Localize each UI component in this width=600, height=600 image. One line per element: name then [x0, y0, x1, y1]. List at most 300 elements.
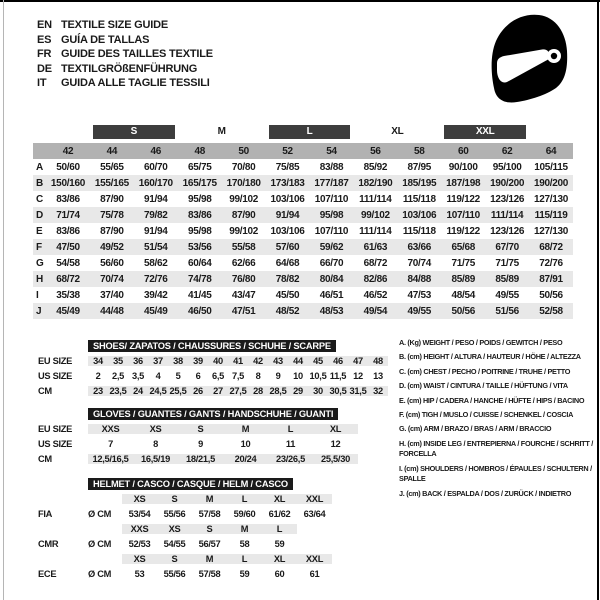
size-value: 46 [328, 356, 348, 366]
shoes-size-table [33, 338, 397, 398]
size-value: 23/26,5 [268, 454, 313, 464]
size-group-m [178, 125, 266, 139]
size-value: 11,5 [329, 370, 347, 381]
top-border-line [0, 0, 600, 2]
shoes-row-us-size [33, 368, 397, 383]
size-label: S [157, 494, 192, 504]
row-label: B [36, 177, 43, 189]
size-label: M [192, 494, 227, 504]
size-value: 37 [148, 356, 168, 366]
unit-label: Ø CM [88, 538, 112, 549]
size-value: 87/95 [407, 161, 432, 173]
size-value: 34 [88, 356, 108, 366]
standard-label: ECE [38, 568, 57, 579]
size-value: 9 [275, 370, 281, 381]
title-row-de [37, 62, 213, 77]
size-value: 8 [153, 438, 158, 449]
size-value: 4 [155, 370, 161, 381]
size-value: 9 [198, 438, 203, 449]
size-value: 91/94 [144, 225, 168, 237]
size-value: 57/60 [275, 241, 300, 253]
row-label: J [36, 305, 42, 317]
standard-label: FIA [38, 508, 53, 519]
legend-item-g: G. (cm) ARM / BRAZO / BRAS / ARM / BRACCIO [399, 424, 552, 434]
size-value: 48/54 [451, 289, 475, 301]
column-header: 42 [62, 145, 74, 157]
size-value: 80/84 [319, 273, 344, 285]
right-border-line [597, 0, 599, 600]
size-value: 42 [248, 356, 268, 366]
size-value: 45/49 [144, 305, 168, 317]
size-group-label: XL [391, 126, 404, 137]
size-value: 83/86 [56, 225, 80, 237]
size-label: L [227, 554, 262, 564]
size-group-row [33, 125, 573, 143]
size-value: 170/180 [226, 177, 261, 189]
size-value: 71/75 [495, 257, 519, 269]
measurement-legend [399, 338, 595, 503]
legend-item-e: E. (cm) HIP / CADERA / HANCHE / HÜFTE / HIPS / BACINO [399, 395, 585, 405]
size-value: 10,5 [309, 370, 327, 381]
measurement-row-d [33, 207, 573, 223]
language-code: FR [37, 48, 52, 61]
size-value: 2 [95, 370, 101, 381]
title-row-fr [37, 47, 213, 62]
size-label: XS [157, 524, 192, 534]
size-value: 61/62 [268, 508, 291, 519]
size-value: 68/72 [539, 241, 563, 253]
size-value: 78/82 [275, 273, 300, 285]
row-label: F [36, 241, 42, 253]
measurement-row-c [33, 191, 573, 207]
size-value: 31,5 [349, 385, 367, 396]
size-value: 43/47 [231, 289, 256, 301]
size-value: 44/48 [100, 305, 124, 317]
size-value: 44 [288, 356, 308, 366]
size-value: 60/64 [187, 257, 212, 269]
column-header: 60 [457, 145, 469, 157]
size-value: 85/92 [363, 161, 388, 173]
size-value: 70/74 [407, 257, 432, 269]
size-value: 119/122 [446, 193, 480, 205]
size-value: 50/56 [451, 305, 475, 317]
measurement-row-f [33, 239, 573, 255]
measurement-row-a [33, 159, 573, 175]
measurement-row-h [33, 271, 573, 287]
size-value: 71/75 [451, 257, 475, 269]
gloves-title: GLOVES / GUANTES / GANTS / HANDSCHUHE / GUANTI [88, 408, 338, 420]
legend-item-c: C. (cm) CHEST / PECHO / POITRINE / TRUHE / PETTO [399, 366, 571, 376]
size-label: XS [122, 554, 157, 564]
language-title-block [37, 18, 213, 91]
size-value: 13 [373, 370, 383, 381]
size-value: 103/106 [402, 209, 437, 221]
size-value: 49/55 [495, 289, 519, 301]
row-label: CM [38, 385, 52, 396]
size-value: 61/63 [363, 241, 388, 253]
size-value: 20/24 [223, 454, 268, 464]
title-row-en [37, 18, 213, 33]
size-value: 59 [274, 538, 285, 549]
size-value: 58/62 [144, 257, 168, 269]
size-value: 30,5 [329, 385, 347, 396]
size-value: 40 [208, 356, 228, 366]
size-value: 7 [108, 438, 113, 449]
size-value: 119/122 [446, 225, 480, 237]
size-value: 85/89 [451, 273, 475, 285]
size-value: 99/102 [360, 209, 390, 221]
size-value: 46/50 [187, 305, 212, 317]
size-value: 55/56 [163, 508, 186, 519]
size-value: 95/98 [187, 193, 212, 205]
size-value: 47/50 [56, 241, 80, 253]
size-value: XXS [88, 424, 133, 434]
language-code: ES [37, 33, 52, 46]
size-value: 75/85 [275, 161, 300, 173]
measurement-row-e [33, 223, 573, 239]
size-value: 27,5 [229, 385, 247, 396]
size-value: 111/114 [359, 225, 392, 237]
size-value: 52/58 [539, 305, 563, 317]
size-value: 45/50 [275, 289, 300, 301]
standard-label: CMR [38, 538, 59, 549]
column-header: 46 [150, 145, 162, 157]
size-value: 55/58 [231, 241, 256, 253]
helmet-sizes-row-ece [33, 551, 397, 566]
size-value: 187/198 [446, 177, 481, 189]
size-value: 107/110 [314, 193, 349, 205]
legend-item-i: I. (cm) SHOULDERS / HOMBROS / ÉPAULES / SCHULTERN / SPALLE [399, 463, 592, 484]
size-value: 56/60 [100, 257, 124, 269]
size-value: 59/62 [319, 241, 344, 253]
gloves-row-eu-size [33, 421, 397, 436]
size-value: 39 [188, 356, 208, 366]
size-value: 10 [240, 438, 251, 449]
language-code: EN [37, 19, 52, 32]
size-value: 54/55 [163, 538, 186, 549]
size-value: 45/49 [56, 305, 80, 317]
size-value: 45 [308, 356, 328, 366]
size-value: 51/54 [144, 241, 168, 253]
size-value: XL [313, 424, 358, 434]
size-label: S [157, 554, 192, 564]
left-border-line [3, 0, 4, 600]
row-label: C [36, 193, 43, 205]
guide-title: TEXTILGRÖßENFÜHRUNG [61, 62, 198, 75]
size-value: 115/118 [402, 225, 436, 237]
size-value: 74/78 [187, 273, 212, 285]
size-value: 67/70 [495, 241, 519, 253]
size-value: 87/90 [100, 193, 124, 205]
size-value: 95/100 [492, 161, 522, 173]
size-value: 48/52 [275, 305, 300, 317]
size-value: 47/53 [407, 289, 432, 301]
size-value: 25,5 [169, 385, 187, 396]
size-value: 6,5 [211, 370, 225, 381]
size-value: 57/58 [198, 568, 221, 579]
size-value: 165/175 [182, 177, 217, 189]
size-value: 58 [239, 538, 250, 549]
gloves-row-us-size [33, 436, 397, 451]
size-label: XXS [122, 524, 157, 534]
helmet-values-row-ece [33, 566, 397, 581]
size-value: 72/76 [539, 257, 563, 269]
column-header: 48 [194, 145, 205, 157]
size-value: 3,5 [131, 370, 145, 381]
row-label: CM [38, 453, 52, 464]
size-value: 63/64 [303, 508, 326, 519]
size-group-label: S [93, 125, 175, 139]
legend-item-d: D. (cm) WAIST / CINTURA / TAILLE / HÜFTUNG / VITA [399, 381, 568, 391]
textile-size-table [33, 125, 573, 319]
size-value: 95/98 [187, 225, 212, 237]
language-code: DE [37, 62, 52, 75]
size-value: 190/200 [490, 177, 525, 189]
size-group-xl [353, 125, 441, 139]
helmet-title-row [33, 476, 397, 491]
size-value: 90/100 [448, 161, 478, 173]
size-value: 50/60 [56, 161, 80, 173]
size-value: 72/76 [144, 273, 168, 285]
guide-title: GUIDE DES TAILLES TEXTILE [61, 48, 213, 61]
row-label: EU SIZE [38, 355, 73, 366]
size-value: 12,5/16,5 [88, 454, 133, 464]
size-value: 53/54 [128, 508, 151, 519]
size-value: 71/74 [56, 209, 80, 221]
measurement-row-b [33, 175, 573, 191]
size-value: 16,5/19 [133, 454, 178, 464]
size-value: 24,5 [149, 385, 167, 396]
helmet-sizes-row-cmr [33, 521, 397, 536]
gloves-row-cm [33, 451, 397, 466]
size-value: 107/110 [446, 209, 480, 221]
size-label: M [192, 554, 227, 564]
size-value: 115/119 [534, 209, 568, 221]
size-value: 47/51 [231, 305, 256, 317]
size-value: 127/130 [534, 193, 569, 205]
column-header: 54 [326, 145, 337, 157]
size-value: 48 [368, 356, 388, 366]
helmet-size-table [33, 476, 397, 581]
guide-title: GUÍA DE TALLAS [61, 33, 150, 46]
size-label: XL [262, 554, 297, 564]
size-value: 150/160 [50, 177, 85, 189]
measurement-row-j [33, 303, 573, 319]
column-header: 62 [501, 145, 513, 157]
size-value: 53 [134, 568, 145, 579]
size-value: 82/86 [363, 273, 388, 285]
size-value: 76/80 [231, 273, 256, 285]
size-value: 87/91 [539, 273, 563, 285]
size-value: 2,5 [111, 370, 125, 381]
size-group-label: XXL [444, 125, 526, 139]
size-value: 50/56 [539, 289, 563, 301]
size-value: 39/42 [144, 289, 168, 301]
size-value: 99/102 [229, 225, 259, 237]
size-value: 64/68 [275, 257, 300, 269]
size-value: 10 [293, 370, 303, 381]
size-label: M [227, 524, 262, 534]
size-value: 103/106 [270, 193, 305, 205]
size-value: 155/165 [94, 177, 129, 189]
guide-title: GUIDA ALLE TAGLIE TESSILI [61, 77, 210, 90]
size-value: 47 [348, 356, 368, 366]
size-value: 41/45 [187, 289, 212, 301]
size-value: 23 [88, 386, 108, 396]
size-value: 59 [239, 568, 250, 579]
size-value: 66/70 [319, 257, 344, 269]
size-value: 59/60 [233, 508, 256, 519]
shoes-row-cm [33, 383, 397, 398]
size-value: 62/66 [231, 257, 256, 269]
size-value: 68/72 [363, 257, 388, 269]
size-value: 55/65 [100, 161, 124, 173]
size-label: XS [122, 494, 157, 504]
size-value: 24 [128, 386, 148, 396]
row-label: H [36, 273, 43, 285]
size-value: 6 [195, 370, 201, 381]
row-label: A [36, 161, 43, 173]
size-value: 43 [268, 356, 288, 366]
unit-label: Ø CM [88, 508, 112, 519]
size-value: 79/82 [144, 209, 168, 221]
title-row-es [37, 33, 213, 48]
size-group-s [90, 125, 178, 139]
row-label: US SIZE [38, 438, 73, 449]
size-value: 70/80 [231, 161, 256, 173]
size-value: L [268, 424, 313, 434]
size-value: 111/114 [359, 193, 392, 205]
size-value: 65/68 [451, 241, 475, 253]
size-value: 46/52 [363, 289, 388, 301]
size-value: 84/88 [407, 273, 432, 285]
size-value: 56/57 [198, 538, 221, 549]
size-value: M [223, 424, 268, 434]
size-label: XXL [297, 494, 332, 504]
size-label: XL [262, 494, 297, 504]
size-value: 30 [308, 386, 328, 396]
size-value: 65/75 [187, 161, 212, 173]
size-value: 28,5 [269, 385, 287, 396]
size-value: 185/195 [402, 177, 437, 189]
size-value: 83/88 [319, 161, 344, 173]
helmet-values-row-cmr [33, 536, 397, 551]
size-label: L [262, 524, 297, 534]
row-label: EU SIZE [38, 423, 73, 434]
size-value: 61 [309, 568, 320, 579]
size-value: 190/200 [534, 177, 569, 189]
size-group-l [266, 125, 354, 139]
column-header: 52 [282, 145, 293, 157]
size-value: 70/74 [100, 273, 124, 285]
column-header: 64 [545, 145, 557, 157]
language-code: IT [37, 77, 47, 90]
size-value: 115/118 [402, 193, 436, 205]
guide-title: TEXTILE SIZE GUIDE [61, 19, 169, 32]
size-value: 87/90 [231, 209, 256, 221]
size-value: 49/52 [100, 241, 124, 253]
legend-item-a: A. (Kg) WEIGHT / PESO / POIDS / GEWITCH / PESO [399, 338, 563, 347]
row-label: D [36, 209, 43, 221]
measurement-row-g [33, 255, 573, 271]
size-value: 87/90 [100, 225, 124, 237]
row-label: US SIZE [38, 370, 73, 381]
size-value: 37/40 [100, 289, 124, 301]
legend-item-f: F. (cm) TIGH / MUSLO / CUISSE / SCHENKEL / COSCIA [399, 409, 574, 419]
size-value: 54/58 [56, 257, 80, 269]
size-value: 28 [248, 386, 268, 396]
size-value: 83/86 [56, 193, 80, 205]
helmet-sizes-row-fia [33, 491, 397, 506]
size-value: 111/114 [490, 209, 524, 221]
column-header: 44 [106, 145, 118, 157]
size-value: 53/56 [187, 241, 212, 253]
size-value: 60 [274, 568, 285, 579]
size-value: 95/98 [319, 209, 344, 221]
shoes-title: SHOES/ ZAPATOS / CHAUSSURES / SCHUHE / SCARPE [88, 340, 336, 352]
size-value: 83/86 [187, 209, 212, 221]
column-header: 56 [370, 145, 381, 157]
size-value: 29 [288, 386, 308, 396]
size-value: 123/126 [490, 193, 525, 205]
row-label: I [36, 289, 39, 301]
size-value: 35/38 [56, 289, 80, 301]
size-value: 123/126 [490, 225, 525, 237]
size-value: 91/94 [144, 193, 168, 205]
column-header: 50 [238, 145, 249, 157]
size-value: 12 [353, 370, 363, 381]
numeric-size-header-row [33, 143, 573, 159]
size-value: 8 [255, 370, 261, 381]
size-value: 49/55 [407, 305, 432, 317]
size-value: 26 [188, 386, 208, 396]
size-value: XS [133, 424, 178, 434]
measurement-row-i [33, 287, 573, 303]
column-header: 58 [414, 145, 425, 157]
shoes-row-eu-size [33, 353, 397, 368]
size-value: 127/130 [534, 225, 569, 237]
size-value: 12 [330, 438, 341, 449]
size-value: 177/187 [314, 177, 349, 189]
legend-item-h: H. (cm) INSIDE LEG / ENTREPIERNA / FOURCHE / SCHRITT / FORCELLA [399, 438, 593, 459]
size-value: 41 [228, 356, 248, 366]
size-label: L [227, 494, 262, 504]
size-value: 51/56 [495, 305, 519, 317]
size-value: 18/21,5 [178, 454, 223, 464]
legend-item-b: B. (cm) HEIGHT / ALTURA / HAUTEUR / HÖHE / ALTEZZA [399, 352, 581, 362]
size-value: 182/190 [358, 177, 393, 189]
size-group-label: M [217, 126, 226, 137]
size-value: 38 [168, 356, 188, 366]
size-label: XXL [297, 554, 332, 564]
size-value: 23,5 [109, 385, 127, 396]
shoes-title-row [33, 338, 397, 353]
size-value: 68/72 [56, 273, 80, 285]
size-value: S [178, 424, 223, 434]
size-value: 75/78 [100, 209, 124, 221]
size-value: 60/70 [144, 161, 168, 173]
gloves-size-table [33, 406, 397, 466]
size-value: 49/54 [363, 305, 388, 317]
size-value: 35 [108, 356, 128, 366]
size-value: 48/53 [319, 305, 344, 317]
size-group-label: L [269, 125, 351, 139]
size-label: S [192, 524, 227, 534]
size-value: 85/89 [495, 273, 519, 285]
size-value: 32 [368, 386, 388, 396]
size-value: 36 [128, 356, 148, 366]
gloves-title-row [33, 406, 397, 421]
